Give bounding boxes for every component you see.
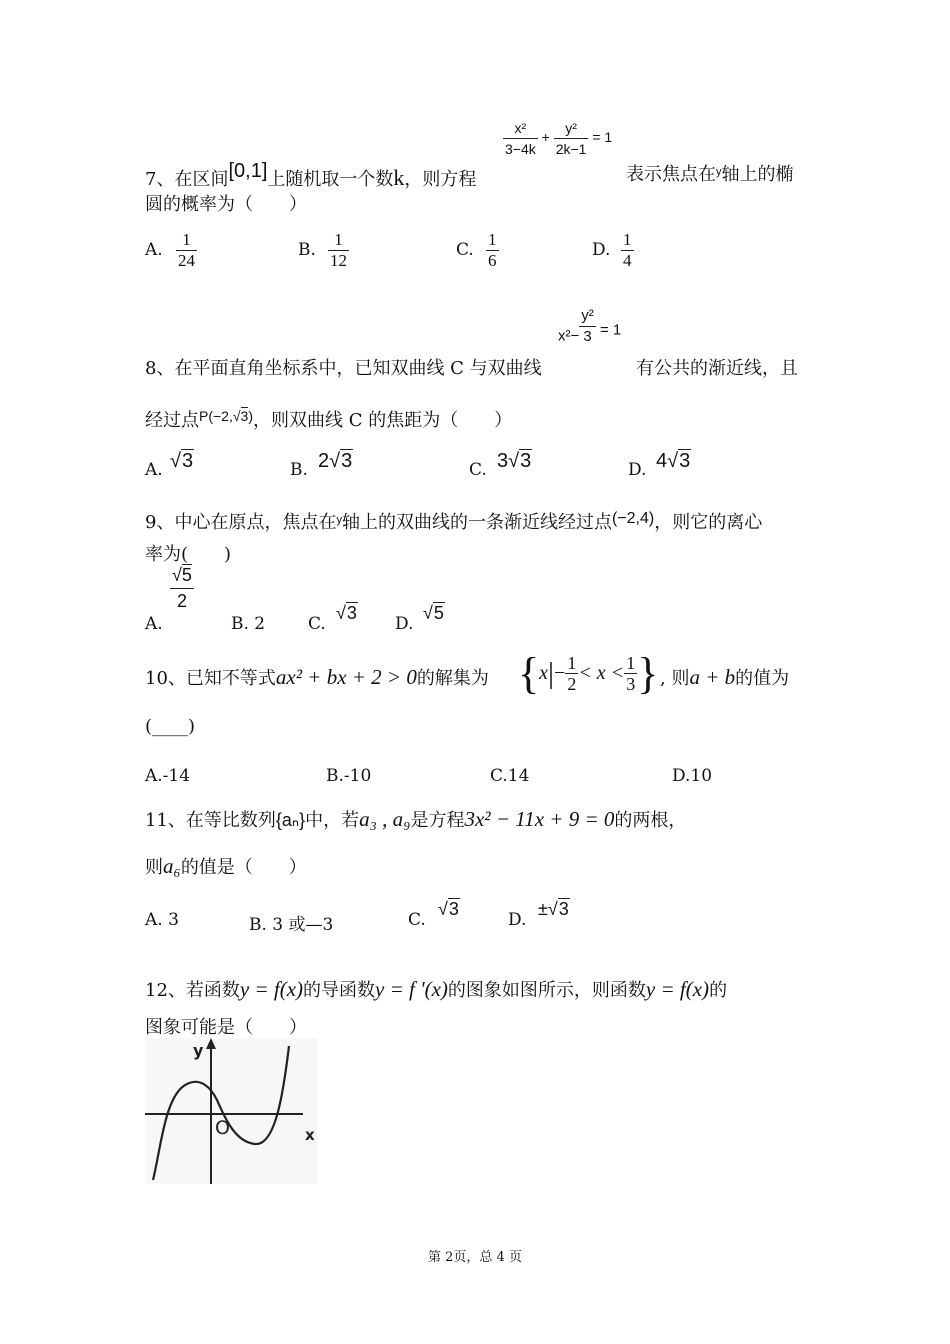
q11-line2-start: 则 xyxy=(145,857,163,878)
q11-option-b: B. 3 或—3 xyxy=(249,915,334,935)
q8-option-a-label: A. xyxy=(145,460,163,480)
q11-text-mid: 中，若 xyxy=(305,810,360,831)
q10-option-c: C.14 xyxy=(490,766,530,786)
q11-text-start: 11、在等比数列 xyxy=(145,810,276,831)
q7-option-d-label: D. xyxy=(592,240,611,260)
q8-option-d-label: D. xyxy=(628,460,647,480)
q7-text-end: 轴上的椭 xyxy=(721,164,794,185)
q7-text-post: 表示焦点在 xyxy=(626,164,716,185)
q7-y: y xyxy=(716,166,722,178)
q9-y: y xyxy=(336,514,342,526)
q11-text-mid2: 是方程 xyxy=(410,810,465,831)
q8-text-start: 8、在平面直角坐标系中，已知双曲线 C 与双曲线 xyxy=(145,358,542,379)
q7-option-b-label: B. xyxy=(298,240,316,260)
q11-option-d-label: D. xyxy=(508,910,527,930)
q12-text-post: 的 xyxy=(709,980,728,1001)
q11-option-d: ±√3 xyxy=(538,899,569,919)
q8-option-d: 4√3 xyxy=(656,450,691,472)
q7-text-mid: 上随机取一个数 xyxy=(267,169,394,190)
q11-a6: a₆ xyxy=(163,854,181,878)
q7-k: k xyxy=(393,165,405,190)
q9-option-a-label: A. xyxy=(145,614,163,634)
q8-line2-start: 经过点 xyxy=(145,410,199,431)
q12-f3: y = f(x) xyxy=(645,977,710,1001)
q10-option-d: D.10 xyxy=(672,766,713,786)
q7-option-c-label: C. xyxy=(456,240,474,260)
q8-point: P(−2,√3) xyxy=(199,408,254,424)
q11-line2-end: 的值是（ ） xyxy=(180,857,307,878)
origin-label: O xyxy=(215,1117,230,1139)
q9-text-post: ，则它的离心 xyxy=(654,512,763,533)
q10-inequality: ax² + bx + 2 > 0 xyxy=(275,665,417,689)
q9-option-d-label: D. xyxy=(395,614,414,634)
q10-text-mid: 的解集为 xyxy=(416,668,489,689)
q11-equation: 3x² − 11x + 9 = 0 xyxy=(464,807,615,831)
y-axis-label: y xyxy=(193,1041,204,1060)
q7-interval: [0,1] xyxy=(228,160,268,182)
q7-option-a: $\frac{1}{24}$ xyxy=(178,230,195,270)
q9-option-a: √5 2 xyxy=(172,565,192,611)
q7-option-c: $\frac{1}{6}$ xyxy=(488,230,497,270)
q10-solution-set: {x|− $\frac{1}{2}$ < x < $\frac{1}{3}$ } xyxy=(518,649,659,698)
q12-line2: 图象可能是（ ） xyxy=(145,1017,307,1038)
q8-eq-x: x²− xyxy=(558,327,580,345)
x-axis-label: x xyxy=(305,1126,315,1144)
q11-option-c: √3 xyxy=(438,899,459,919)
q8-line2-end: ，则双曲线 C 的焦距为（ ） xyxy=(253,410,513,431)
q7-eq-plus: + xyxy=(541,129,550,146)
q7-eq-num1: x² xyxy=(503,118,538,139)
derivative-graph xyxy=(145,1038,317,1184)
q8-equation xyxy=(558,306,621,347)
q12-f1: y = f(x) xyxy=(239,977,304,1001)
q12-text-mid: 的导函数 xyxy=(303,980,376,1001)
q9-option-c: √3 xyxy=(336,603,357,623)
q8-eq-den: 3 xyxy=(583,328,592,345)
q10-text-end: 的值为 xyxy=(735,668,790,689)
q8-option-b: 2√3 xyxy=(318,450,353,472)
q8-text-post: 有公共的渐近线，且 xyxy=(636,358,798,379)
q9-option-c-label: C. xyxy=(308,614,326,634)
q10-option-b: B.-10 xyxy=(326,766,372,786)
q7-option-d: $\frac{1}{4}$ xyxy=(623,230,632,270)
page-footer: 第 2页，总 4 页 xyxy=(428,1250,522,1265)
q7-line2: 圆的概率为（ ） xyxy=(145,194,307,215)
q8-option-b-label: B. xyxy=(290,460,308,480)
q10-line2: (____) xyxy=(145,716,196,737)
q12-text-mid2: 的图象如图所示，则函数 xyxy=(447,980,646,1001)
q9-text-mid: 轴上的双曲线的一条渐近线经过点 xyxy=(341,512,612,533)
q9-point: (−2,4) xyxy=(611,510,655,527)
q9-text-start: 9、中心在原点，焦点在 xyxy=(145,512,337,533)
q7-eq-den1: 3−4k xyxy=(505,141,536,157)
q8-eq-num: y² xyxy=(579,306,596,327)
q7-option-a-label: A. xyxy=(145,240,163,260)
q7-eq-den2: 2k−1 xyxy=(555,141,587,157)
q11-terms: a₃ , a₉ xyxy=(359,807,411,831)
q7-equation xyxy=(503,118,612,159)
q11-sequence: {aₙ} xyxy=(275,810,306,830)
q11-option-c-label: C. xyxy=(408,910,426,930)
q8-eq-rhs: = 1 xyxy=(599,321,622,339)
q7-text-mid2: ，则方程 xyxy=(404,169,477,190)
q9-option-d: √5 xyxy=(423,603,444,623)
q8-option-a: √3 xyxy=(170,450,194,472)
q7-text-start: 7、在区间 xyxy=(145,169,229,190)
q7-eq-rhs: = 1 xyxy=(592,129,613,146)
q9-option-b: B. 2 xyxy=(231,614,266,634)
q8-option-c: 3√3 xyxy=(497,450,532,472)
q9-line2: 率为( ) xyxy=(145,544,232,565)
q12-text-start: 12、若函数 xyxy=(145,980,240,1001)
q11-text-post: 的两根， xyxy=(614,810,687,831)
q10-option-a: A.-14 xyxy=(145,766,191,786)
q7-eq-num2: y² xyxy=(554,118,589,139)
q10-text-post: , 则 xyxy=(660,668,690,689)
q10-ab: a + b xyxy=(689,665,736,689)
q8-option-c-label: C. xyxy=(469,460,487,480)
q11-option-a: A. 3 xyxy=(145,910,179,930)
q12-f2: y = f '(x) xyxy=(375,977,448,1001)
q10-text-start: 10、已知不等式 xyxy=(145,668,276,689)
q7-option-b: $\frac{1}{12}$ xyxy=(330,230,347,270)
